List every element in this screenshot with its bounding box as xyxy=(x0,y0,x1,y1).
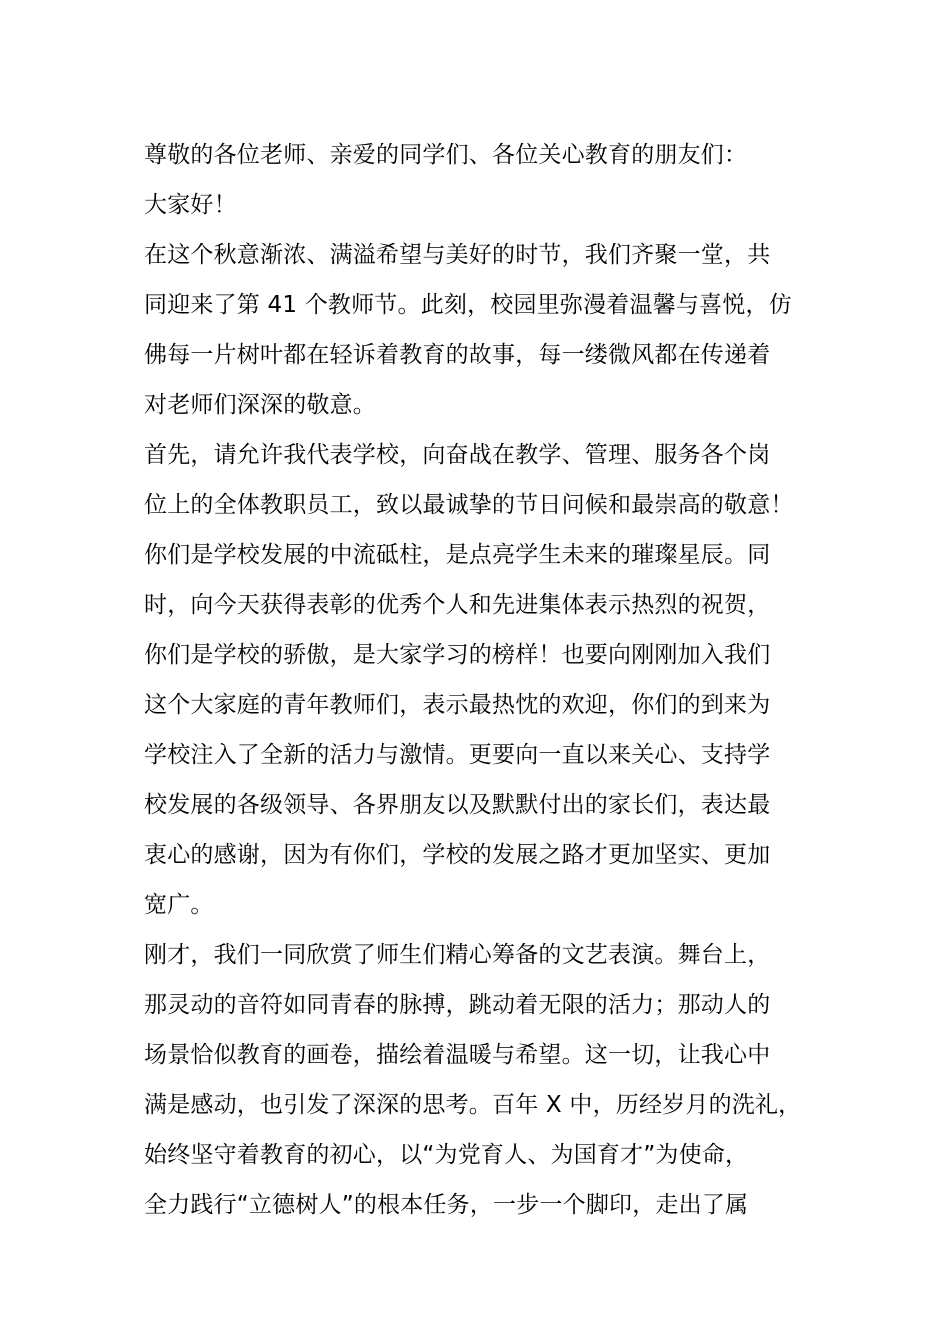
text-line: 首先，请允许我代表学校，向奋战在教学、管理、服务各个岗 xyxy=(144,442,771,468)
text-line: 刚才，我们一同欣赏了师生们精心筹备的文艺表演。舞台上， xyxy=(144,942,771,968)
text-line: 全力践行“立德树人”的根本任务，一步一个脚印，走出了属 xyxy=(144,1192,749,1218)
text-line: 你们是学校发展的中流砥柱，是点亮学生未来的璀璨星辰。同 xyxy=(144,542,771,568)
text-line: 佛每一片树叶都在轻诉着教育的故事，每一缕微风都在传递着 xyxy=(144,342,771,368)
text-line: 同迎来了第 41 个教师节。此刻，校园里弥漫着温馨与喜悦，仿 xyxy=(144,292,792,318)
text-line: 那灵动的音符如同青春的脉搏，跳动着无限的活力；那动人的 xyxy=(144,992,771,1018)
text-line: 你们是学校的骄傲，是大家学习的榜样！也要向刚刚加入我们 xyxy=(144,642,771,668)
text-line: 尊敬的各位老师、亲爱的同学们、各位关心教育的朋友们： xyxy=(144,142,748,168)
text-line: 位上的全体教职员工，致以最诚挚的节日问候和最崇高的敬意！ xyxy=(144,492,794,518)
text-line: 时，向今天获得表彰的优秀个人和先进集体表示热烈的祝贺， xyxy=(144,592,771,618)
text-line: 这个大家庭的青年教师们，表示最热忱的欢迎，你们的到来为 xyxy=(144,692,771,718)
text-line: 大家好！ xyxy=(144,192,237,218)
text-line: 满是感动，也引发了深深的思考。百年 X 中，历经岁月的洗礼， xyxy=(144,1092,802,1118)
text-line: 宽广。 xyxy=(144,892,214,918)
text-line: 校发展的各级领导、各界朋友以及默默付出的家长们，表达最 xyxy=(144,792,771,818)
text-line: 在这个秋意渐浓、满溢希望与美好的时节，我们齐聚一堂，共 xyxy=(144,242,771,268)
text-line: 衷心的感谢，因为有你们，学校的发展之路才更加坚实、更加 xyxy=(144,842,771,868)
text-line: 学校注入了全新的活力与激情。更要向一直以来关心、支持学 xyxy=(144,742,771,768)
text-line: 始终坚守着教育的初心，以“为党育人、为国育才”为使命， xyxy=(144,1142,749,1168)
text-line: 对老师们深深的敬意。 xyxy=(144,392,376,418)
text-line: 场景恰似教育的画卷，描绘着温暖与希望。这一切，让我心中 xyxy=(144,1042,771,1068)
speech-body xyxy=(144,130,844,1230)
